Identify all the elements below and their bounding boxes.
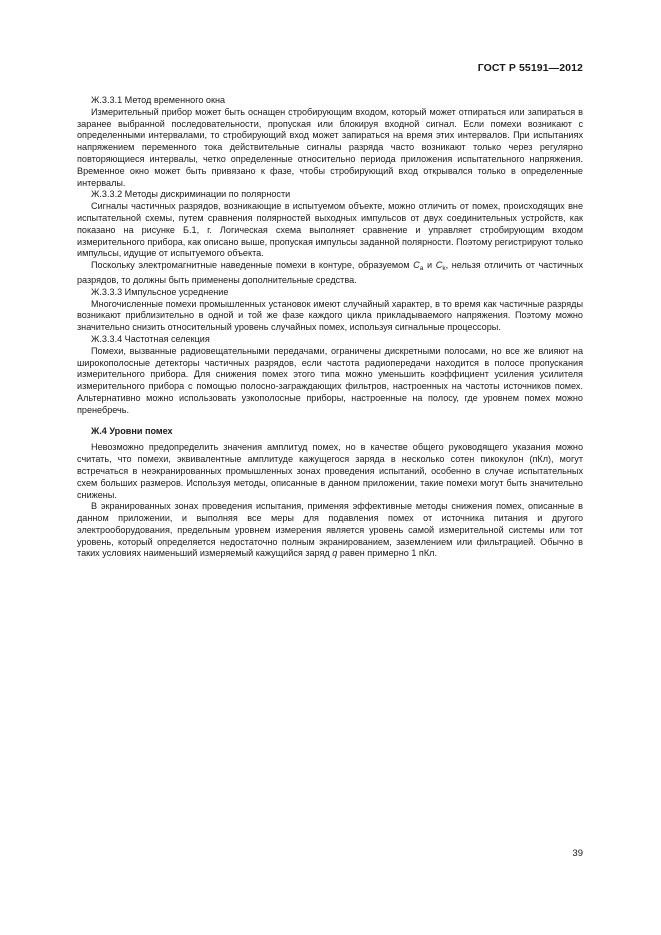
paragraph-3-3-2-a: Сигналы частичных разрядов, возникающие в испытуемом объекте, можно отличить от помех, происходящих вне испытательной схемы, путем сравнения полярностей выходных импульсов от двух соединительных устройств, как показано на рисунке Б.1, г. Логическая схема выполняет сравнение и управляет стробирующим входом измерительного прибора, как описано выше, пропуская импульсы заданной полярности. Поэтому регистрируют только импульсы, идущие от испытуемого объекта. (77, 201, 583, 259)
subsection-heading-3-3-3: Ж.3.3.3 Импульсное усреднение (91, 286, 229, 297)
text-fragment: и (423, 260, 436, 271)
symbol-c: C (413, 260, 420, 271)
subscript-k: k (442, 265, 446, 273)
subsection-heading-3-3-1: Ж.3.3.1 Метод временного окна (91, 95, 226, 105)
section-heading-4: Ж.4 Уровни помех (91, 425, 173, 436)
document-code: ГОСТ Р 55191—2012 (477, 62, 583, 74)
text-fragment: , нельзя отличить от частичных разрядов, то должны быть применены дополнительные средства. (77, 260, 583, 285)
paragraph-3-3-2-b (77, 260, 583, 287)
text-fragment: равен примерно 1 пКл. (337, 548, 437, 559)
subscript-a: a (419, 265, 424, 273)
subsection-heading-3-3-2: Ж.3.3.2 Методы дискриминации по полярности (91, 189, 291, 200)
paragraph-4-a: Невозможно предопределить значения амплитуд помех, но в качестве общего руководящего указания можно считать, что помехи, эквивалентные амплитуде кажущегося заряда в несколько сотен пикокулон (пКл), могут встречаться в неэкранированных промышленных зонах проведения испытаний, особенно в случае испытательных схем больших размеров. Используя методы, описанные в данном приложении, такие помехи могут быть значительно снижены. (77, 442, 583, 500)
page-number: 39 (572, 848, 583, 859)
paragraph-3-3-4: Помехи, вызванные радиовещательными передачами, ограничены дискретными полосами, но все же влияют на широкополосные детекторы частичных разрядов, если частота радиопередачи находится в полосе пропускания измерительного прибора. Для снижения помех этого типа можно уменьшить коэффициент усиления усилителя измерительного прибора с помощью полосно-заграждающих фильтров, настроенных на частоты источников помех. Альтернативно можно использовать узкополосные приборы, настроенные на полосу, где уровнем помех можно пренебречь. (77, 345, 583, 415)
document-body (77, 95, 583, 560)
paragraph-4-b (77, 501, 583, 560)
subsection-heading-3-3-4: Ж.3.3.4 Частотная селекция (91, 333, 210, 344)
paragraph-3-3-1: Измерительный прибор может быть оснащен стробирующим входом, который может отпираться или запираться в заранее выбранной последовательности, пропуская или блокируя входной сигнал. Если помехи возникают с определенными интервалами, то стробирующий вход может запираться на время этих интервалов. При испытаниях напряжением переменного тока действительные сигналы разряда часто возникают только через регулярно повторяющиеся интервалы, четко определенные относительно периода приложения испытательного напряжения. Временное окно может быть привязано к фазе, чтобы стробирующий вход открывался только в определенные интервалы. (77, 106, 583, 188)
text-fragment: Поскольку электромагнитные наведенные помехи в контуре, образуемом (91, 260, 414, 271)
symbol-c: C (435, 260, 443, 271)
text-fragment: В экранированных зонах проведения испытания, применяя эффективные методы снижения помех, описанные в данном приложении, и выполняя все меры для подавления помех от источника питания и другого электрооборудования, предельным уровнем измерения является уровень самой измерительной системы или тот уровень, который определяется недостаточно полным экранированием, заземлением или фильтрацией. Обычно в таких условиях наименьший измеряемый кажущийся заряд (77, 501, 583, 559)
symbol-q: q (332, 548, 338, 559)
paragraph-3-3-3: Многочисленные помехи промышленных установок имеют случайный характер, в то время как частичные разряды возникают приблизительно в одной и той же фазе каждого цикла прикладываемого напряжения. Поэтому можно значительно снизить относительный уровень случайных помех, используя сигнальные процессоры. (77, 298, 583, 333)
